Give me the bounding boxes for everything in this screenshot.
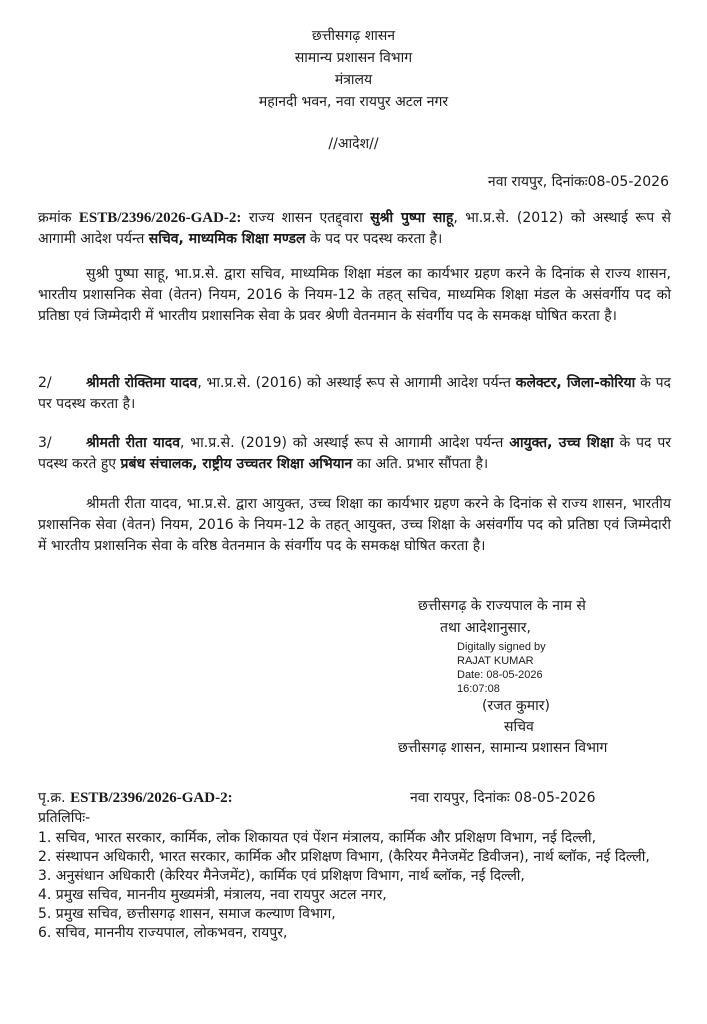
digital-signature-label: Digitally signed by — [457, 641, 546, 653]
post-1: सचिव, माध्यमिक शिक्षा मण्डल — [148, 231, 306, 247]
digital-signature-name: RAJAT KUMAR — [457, 655, 534, 667]
list-item: 4. प्रमुख सचिव, माननीय मुख्यमंत्री, मंत्रालय, नवा रायपुर अटल नगर, — [38, 887, 387, 903]
para1-text-1: राज्य शासन एतद्द्वारा — [241, 210, 371, 226]
officer-name-3: श्रीमती रीता यादव — [86, 435, 180, 451]
ministry-title: मंत्रालय — [334, 72, 373, 88]
digital-signature-time: 16:07:08 — [457, 683, 500, 695]
place-date: नवा रायपुर, दिनांकः08-05-2026 — [487, 174, 669, 190]
para1-text-2: , भा.प्र.से. (2012) को अस्थाई रूप से आगामी आदेश पर्यन्त — [38, 210, 672, 247]
signature-line-2: तथा आदेशानुसार, — [440, 620, 531, 636]
para3-text-2: के पद पर पदस्थ करते हुए — [38, 435, 671, 472]
list-item: 2. संस्थापन अधिकारी, भारत सरकार, कार्मिक और प्रशिक्षण विभाग, (कैरियर मैनेजमेंट डिवीजन), नार्थ ब्लॉक, नई दिल्ली, — [38, 849, 650, 865]
signatory-name: (रजत कुमार) — [482, 698, 550, 714]
address-line: महानदी भवन, नवा रायपुर अटल नगर — [258, 94, 449, 110]
list-item: 6. सचिव, माननीय राज्यपाल, लोकभवन, रायपुर, — [38, 925, 288, 941]
post-2: कलेक्टर, जिला-कोरिया — [515, 375, 636, 391]
list-item: 3. अनुसंधान अधिकारी (केरियर मैनेजमेंट), कार्मिक एवं प्रशिक्षण विभाग, नार्थ ब्लॉक, नई दिल्ली, — [38, 868, 525, 884]
para3-number: 3/ — [38, 435, 52, 451]
endorsement-place-date: नवा रायपुर, दिनांकः 08-05-2026 — [410, 790, 596, 806]
copy-heading: प्रतिलिपिः- — [38, 810, 91, 826]
signatory-designation: सचिव — [504, 719, 534, 735]
signature-line-1: छत्तीसगढ़ के राज्यपाल के नाम से — [418, 598, 586, 614]
endorsement-prefix: पृ.क्र. — [38, 790, 71, 806]
para3-text-3: का अति. प्रभार सौंपता है। — [352, 456, 489, 472]
signatory-department: छत्तीसगढ़ शासन, सामान्य प्रशासन विभाग — [398, 740, 608, 756]
department-title: सामान्य प्रशासन विभाग — [294, 50, 413, 66]
paragraph-1 — [38, 208, 671, 250]
paragraph-3 — [38, 433, 671, 475]
list-item: 5. प्रमुख सचिव, छत्तीसगढ़ शासन, समाज कल्याण विभाग, — [38, 906, 336, 922]
para2-number: 2/ — [38, 375, 52, 391]
para1-text-3: के पद पर पदस्थ करता है। — [305, 231, 443, 247]
post-3-additional: प्रबंध संचालक, राष्ट्रीय उच्चतर शिक्षा अभियान — [120, 456, 353, 472]
order-heading: //आदेश// — [328, 136, 379, 152]
paragraph-1b: सुश्री पुष्पा साहू, भा.प्र.से. द्वारा सचिव, माध्यमिक शिक्षा मंडल का कार्यभार ग्रहण करने के दिनांक से राज्य शासन, भारतीय प्रशासनिक सेवा (वेतन) नियम, 2016 के नियम-12 के तहत् सचिव, माध्यमिक शिक्षा मंडल के असंवर्गीय पद को प्रतिष्ठा एवं जिम्मेदारी में भारतीय प्रशासनिक सेवा के प्रवर श्रेणी वेतनमान के संवर्गीय पद के समकक्ष घोषित करता है। — [38, 266, 671, 324]
order-number: ESTB/2396/2026-GAD-2: — [78, 210, 242, 226]
paragraph-3b: श्रीमती रीता यादव, भा.प्र.से. द्वारा आयुक्त, उच्च शिक्षा का कार्यभार ग्रहण करने के दिनांक से राज्य शासन, भारतीय प्रशासनिक सेवा (वेतन) नियम, 2016 के नियम-12 के तहत् आयुक्त, उच्च शिक्षा के असंवर्गीय पद को प्रतिष्ठा एवं जिम्मेदारी में भारतीय प्रशासनिक सेवा के वरिष्ठ वेतनमान के संवर्गीय पद के समकक्ष घोषित करता है। — [38, 496, 671, 554]
para2-text-2: के पद पर पदस्थ करता है। — [38, 375, 671, 412]
list-item: 1. सचिव, भारत सरकार, कार्मिक, लोक शिकायत एवं पेंशन मंत्रालय, कार्मिक और प्रशिक्षण विभाग, नई दिल्ली, — [38, 830, 597, 846]
post-3: आयुक्त, उच्च शिक्षा — [509, 435, 614, 451]
para2-text-1: , भा.प्र.से. (2016) को अस्थाई रूप से आगामी आदेश पर्यन्त — [197, 375, 516, 391]
paragraph-2 — [38, 373, 671, 415]
officer-name-1: सुश्री पुष्पा साहू — [370, 210, 454, 226]
govt-title: छत्तीसगढ़ शासन — [311, 28, 396, 44]
officer-name-2: श्रीमती रोक्तिमा यादव — [86, 375, 198, 391]
endorsement-order-number: ESTB/2396/2026-GAD-2: — [70, 790, 233, 806]
para3-text-1: , भा.प्र.से. (2019) को अस्थाई रूप से आगामी आदेश पर्यन्त — [180, 435, 510, 451]
digital-signature-date: Date: 08-05-2026 — [457, 669, 543, 681]
order-prefix: क्रमांक — [38, 210, 79, 226]
copy-list — [38, 829, 671, 943]
endorsement-number — [38, 788, 233, 808]
